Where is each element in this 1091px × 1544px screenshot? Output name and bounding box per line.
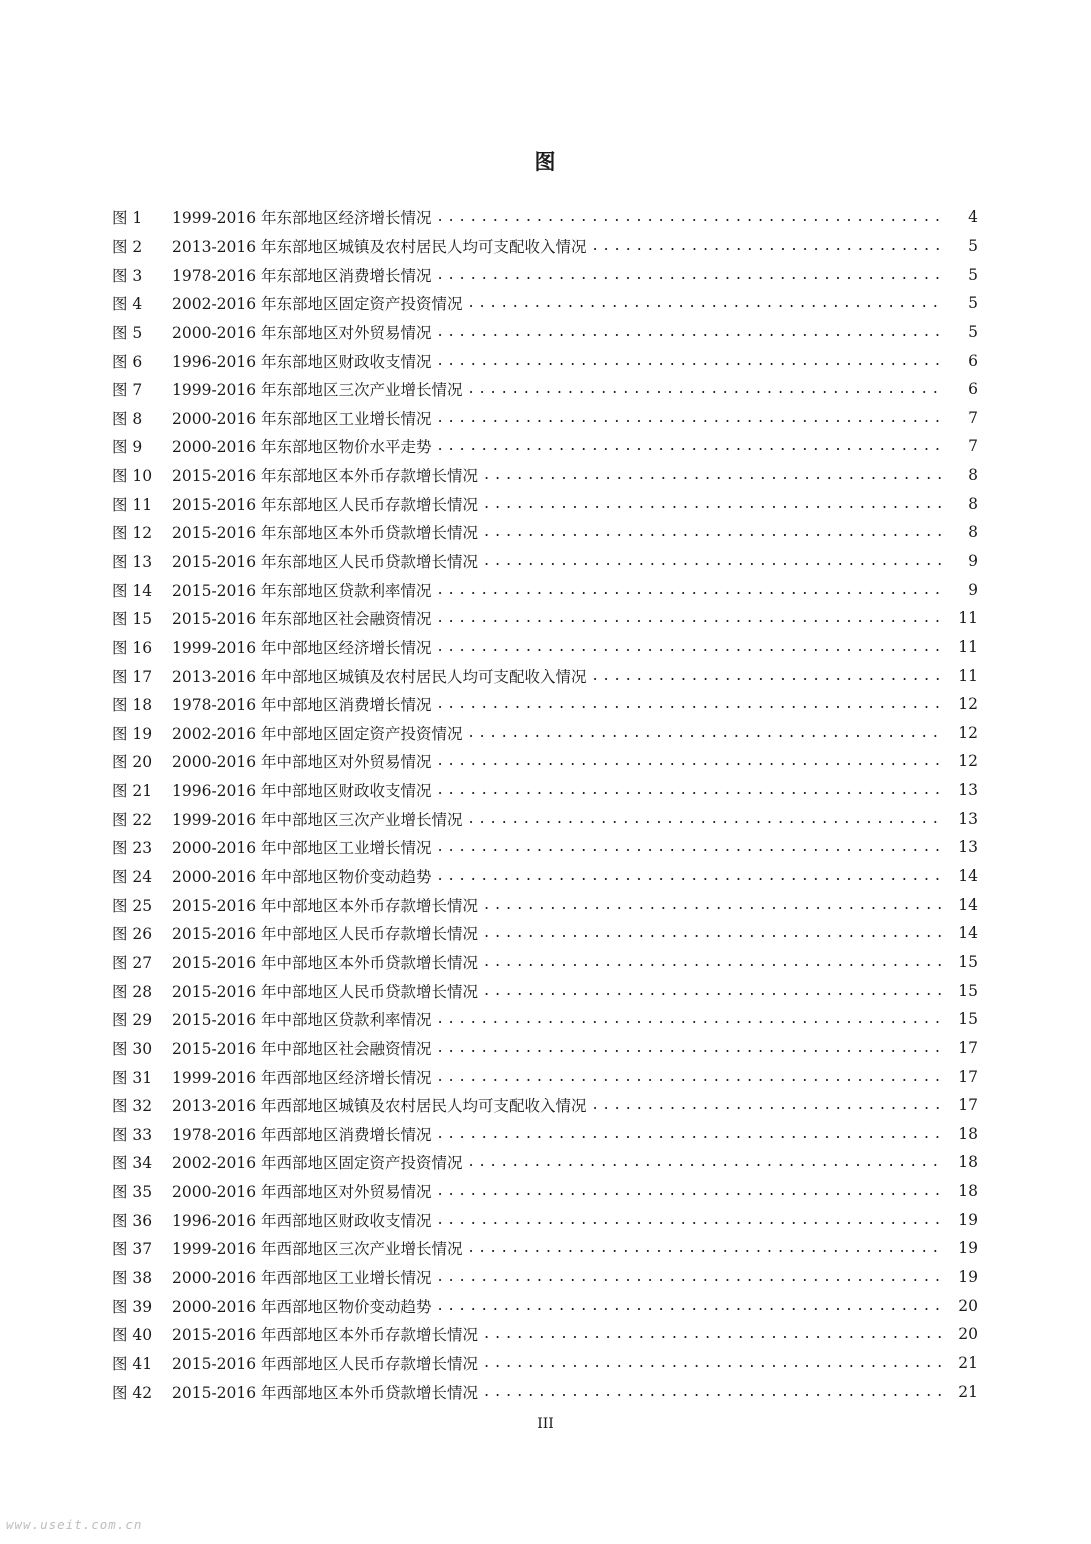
toc-entry[interactable]: [112, 804, 978, 833]
dot-leader: [484, 522, 942, 542]
dot-leader: [593, 1095, 942, 1115]
figure-title: 2015-2016 年东部地区人民币贷款增长情况: [172, 553, 479, 571]
dot-leader: [438, 1009, 942, 1029]
figure-page-number: 21: [958, 1382, 978, 1401]
figure-title: 2015-2016 年西部地区人民币存款增长情况: [172, 1354, 479, 1373]
dot-leader: [484, 465, 942, 485]
dot-leader: [438, 1181, 942, 1201]
figure-label: 图 29: [112, 1011, 153, 1030]
figure-label: 图 39: [112, 1297, 153, 1316]
dot-leader: [438, 1296, 942, 1316]
figure-title: 2013-2016 年中部地区城镇及农村居民人均可支配收入情况: [172, 667, 587, 686]
figure-title: 2015-2016 年中部地区本外币存款增长情况: [172, 896, 479, 915]
toc-entry[interactable]: [112, 747, 978, 776]
figure-title: 2013-2016 年西部地区城镇及农村居民人均可支配收入情况: [172, 1097, 587, 1116]
figure-label: 图 31: [112, 1068, 153, 1087]
figure-label: 图 12: [112, 524, 153, 543]
figure-title: 1999-2016 年东部地区三次产业增长情况: [172, 381, 463, 400]
dot-leader: [484, 1382, 942, 1402]
figure-page-number: 5: [968, 236, 978, 255]
dot-leader: [469, 293, 942, 313]
dot-leader: [438, 207, 942, 227]
toc-entry[interactable]: [112, 1377, 978, 1406]
toc-entry[interactable]: [112, 318, 978, 347]
toc-entry[interactable]: [112, 948, 978, 977]
toc-entry[interactable]: [112, 833, 978, 862]
figure-title: 2000-2016 年西部地区物价变动趋势: [172, 1297, 432, 1316]
figure-label: 图 8: [112, 409, 143, 428]
figure-title: 1996-2016 年西部地区财政收支情况: [172, 1211, 432, 1230]
figure-title: 2000-2016 年中部地区对外贸易情况: [172, 753, 432, 772]
toc-entry[interactable]: [112, 489, 978, 518]
figure-page-number: 9: [968, 580, 978, 599]
dot-leader: [469, 1152, 942, 1172]
figure-label: 图 36: [112, 1211, 153, 1230]
figure-page-number: 13: [958, 838, 978, 857]
figure-page-number: 19: [958, 1210, 978, 1229]
dot-leader: [593, 666, 942, 686]
figure-title: 1999-2016 年中部地区经济增长情况: [172, 638, 432, 657]
figure-title: 2015-2016 年中部地区本外币贷款增长情况: [172, 953, 479, 972]
toc-entry[interactable]: [112, 919, 978, 948]
figure-page-number: 21: [958, 1353, 978, 1372]
figure-title: 2002-2016 年东部地区固定资产投资情况: [172, 295, 463, 314]
figure-page-number: 20: [958, 1325, 978, 1344]
dot-leader: [484, 1353, 942, 1373]
figure-label: 图 21: [112, 782, 153, 801]
figure-label: 图 34: [112, 1154, 153, 1173]
figure-label: 图 9: [112, 438, 143, 457]
figure-page-number: 14: [958, 895, 978, 914]
toc-entry[interactable]: [112, 375, 978, 404]
figure-page-number: 17: [958, 1067, 978, 1086]
figure-title: 2015-2016 年东部地区本外币贷款增长情况: [172, 524, 479, 543]
dot-leader: [438, 637, 942, 657]
figure-title: 2013-2016 年东部地区城镇及农村居民人均可支配收入情况: [172, 237, 587, 256]
figure-title: 2015-2016 年中部地区社会融资情况: [172, 1039, 432, 1058]
dot-leader: [484, 981, 942, 1001]
figure-page-number: 15: [958, 981, 978, 1000]
figure-title: 2015-2016 年西部地区本外币存款增长情况: [172, 1326, 479, 1345]
dot-leader: [438, 351, 942, 371]
figure-label: 图 6: [112, 352, 143, 371]
figure-page-number: 18: [958, 1182, 978, 1201]
toc-entry[interactable]: [112, 1320, 978, 1349]
figure-page-number: 19: [958, 1239, 978, 1258]
figure-label: 图 41: [112, 1354, 153, 1373]
dot-leader: [438, 1210, 942, 1230]
dot-leader: [438, 322, 942, 342]
figure-title: 1978-2016 年中部地区消费增长情况: [172, 696, 432, 715]
figure-page-number: 11: [958, 637, 978, 656]
figure-page-number: 6: [968, 351, 978, 370]
toc-entry[interactable]: [112, 203, 978, 232]
figure-label: 图 33: [112, 1125, 153, 1144]
figure-page-number: 15: [958, 952, 978, 971]
figure-label: 图 37: [112, 1240, 153, 1259]
toc-entry[interactable]: [112, 776, 978, 805]
figure-label: 图 14: [112, 581, 153, 600]
toc-entry[interactable]: [112, 232, 978, 261]
figure-page-number: 12: [958, 723, 978, 742]
page-title: 图: [534, 149, 557, 174]
toc-entry[interactable]: [112, 633, 978, 662]
toc-entry[interactable]: [112, 1120, 978, 1149]
figure-label: 图 20: [112, 753, 153, 772]
figure-label: 图 40: [112, 1326, 153, 1345]
toc-entry[interactable]: [112, 432, 978, 461]
figure-title: 1999-2016 年西部地区三次产业增长情况: [172, 1240, 463, 1259]
figure-page-number: 13: [958, 809, 978, 828]
figure-page-number: 13: [958, 781, 978, 800]
figure-label: 图 27: [112, 953, 153, 972]
dot-leader: [438, 837, 942, 857]
figure-page-number: 19: [958, 1268, 978, 1287]
figure-page-number: 9: [968, 552, 978, 570]
figure-title: 2000-2016 年东部地区物价水平走势: [172, 438, 432, 457]
figure-page-number: 14: [958, 867, 978, 886]
dot-leader: [469, 379, 942, 399]
figure-title: 2000-2016 年中部地区物价变动趋势: [172, 868, 432, 887]
toc-entry[interactable]: [112, 1034, 978, 1063]
figure-title: 2015-2016 年东部地区人民币存款增长情况: [172, 495, 479, 514]
figure-label: 图 5: [112, 323, 143, 342]
figure-page-number: 15: [958, 1010, 978, 1029]
figure-page-number: 11: [958, 609, 978, 628]
figure-title: 1996-2016 年东部地区财政收支情况: [172, 352, 432, 371]
figure-page-number: 17: [958, 1038, 978, 1057]
dot-leader: [469, 723, 942, 743]
dot-leader: [484, 1324, 942, 1344]
figure-title: 2015-2016 年中部地区人民币贷款增长情况: [172, 982, 479, 1001]
dot-leader: [438, 694, 942, 714]
figure-page-number: 5: [968, 265, 978, 284]
figure-label: 图 23: [112, 839, 153, 858]
dot-leader: [438, 1124, 942, 1144]
figure-title: 2000-2016 年西部地区工业增长情况: [172, 1269, 432, 1288]
figure-label: 图 17: [112, 667, 153, 686]
figure-title: 2015-2016 年中部地区人民币存款增长情况: [172, 925, 479, 944]
figure-title: 1996-2016 年中部地区财政收支情况: [172, 782, 432, 801]
toc-entry[interactable]: [112, 575, 978, 604]
toc-entry[interactable]: [112, 518, 978, 547]
figure-label: 图 11: [112, 495, 153, 514]
toc-entry[interactable]: [112, 719, 978, 748]
toc-entry[interactable]: [112, 260, 978, 289]
figure-label: 图 2: [112, 237, 143, 256]
figure-title: 2015-2016 年东部地区贷款利率情况: [172, 581, 432, 600]
figure-page-number: 7: [968, 437, 978, 456]
toc-entry[interactable]: [112, 1062, 978, 1091]
dot-leader: [438, 580, 942, 600]
page-number: III: [537, 1416, 554, 1432]
toc-entry[interactable]: [112, 1349, 978, 1378]
figure-title: 2000-2016 年东部地区对外贸易情况: [172, 323, 432, 342]
figure-page-number: 14: [958, 924, 978, 943]
dot-leader: [438, 751, 942, 771]
figure-page-number: 8: [968, 494, 978, 513]
dot-leader: [438, 780, 942, 800]
dot-leader: [484, 551, 942, 571]
toc-entry[interactable]: [112, 1148, 978, 1177]
figure-label: 图 30: [112, 1039, 153, 1058]
dot-leader: [469, 809, 942, 829]
figure-label: 图 10: [112, 467, 153, 486]
figure-title: 2015-2016 年东部地区社会融资情况: [172, 610, 432, 629]
dot-leader: [593, 236, 942, 256]
figure-page-number: 5: [968, 294, 978, 313]
figure-label: 图 25: [112, 896, 153, 915]
figure-title: 1978-2016 年西部地区消费增长情况: [172, 1125, 432, 1144]
figure-label: 图 28: [112, 982, 153, 1001]
figure-page-number: 11: [958, 666, 978, 685]
toc-entry[interactable]: [112, 1005, 978, 1034]
figure-label: 图 3: [112, 266, 143, 285]
toc-entry[interactable]: [112, 690, 978, 719]
figure-page-number: 18: [958, 1124, 978, 1143]
toc-entry[interactable]: [112, 862, 978, 891]
toc-entry[interactable]: [112, 403, 978, 432]
toc-entry[interactable]: [112, 346, 978, 375]
figure-page-number: 7: [968, 408, 978, 427]
dot-leader: [484, 923, 942, 943]
figure-title: 2015-2016 年东部地区本外币存款增长情况: [172, 467, 479, 486]
figure-title: 1999-2016 年东部地区经济增长情况: [172, 209, 432, 228]
toc-entry[interactable]: [112, 1091, 978, 1120]
figure-page-number: 8: [968, 523, 978, 542]
dot-leader: [438, 1067, 942, 1087]
dot-leader: [438, 1038, 942, 1058]
dot-leader: [438, 866, 942, 886]
figure-label: 图 18: [112, 696, 153, 715]
watermark: www.useit.com.cn: [6, 1517, 143, 1532]
figure-page-number: 6: [968, 380, 978, 399]
figure-label: 图 19: [112, 724, 153, 743]
toc-entry[interactable]: [112, 461, 978, 490]
toc-entry[interactable]: [112, 1263, 978, 1292]
toc-entry[interactable]: [112, 661, 978, 690]
dot-leader: [484, 494, 942, 514]
figure-page-number: 8: [968, 466, 978, 485]
figure-label: 图 7: [112, 381, 143, 400]
figure-list: [112, 203, 978, 1406]
figure-label: 图 42: [112, 1383, 153, 1402]
figure-title: 2000-2016 年西部地区对外贸易情况: [172, 1183, 432, 1202]
toc-entry[interactable]: [112, 1205, 978, 1234]
figure-title: 2002-2016 年西部地区固定资产投资情况: [172, 1154, 463, 1173]
dot-leader: [484, 952, 942, 972]
figure-title: 2000-2016 年中部地区工业增长情况: [172, 839, 432, 858]
toc-entry[interactable]: [112, 289, 978, 318]
figure-label: 图 35: [112, 1183, 153, 1202]
toc-entry[interactable]: [112, 1234, 978, 1263]
figure-title: 2002-2016 年中部地区固定资产投资情况: [172, 724, 463, 743]
figure-title: 1978-2016 年东部地区消费增长情况: [172, 266, 432, 285]
figure-title: 2015-2016 年西部地区本外币贷款增长情况: [172, 1383, 479, 1402]
figure-label: 图 24: [112, 868, 153, 887]
figure-page-number: 18: [958, 1153, 978, 1172]
toc-entry[interactable]: [112, 547, 978, 576]
dot-leader: [438, 608, 942, 628]
toc-entry[interactable]: [112, 604, 978, 633]
figure-label: 图 15: [112, 610, 153, 629]
dot-leader: [438, 265, 942, 285]
toc-entry[interactable]: [112, 890, 978, 919]
figure-page-number: 4: [968, 208, 978, 227]
figure-page-number: 17: [958, 1096, 978, 1115]
toc-entry[interactable]: [112, 1291, 978, 1320]
figure-page-number: 5: [968, 322, 978, 341]
figure-page-number: 20: [958, 1296, 978, 1315]
figure-label: 图 13: [112, 553, 153, 571]
toc-entry[interactable]: [112, 976, 978, 1005]
figure-title: 1999-2016 年中部地区三次产业增长情况: [172, 810, 463, 829]
figure-page-number: 12: [958, 695, 978, 714]
figure-label: 图 1: [112, 209, 143, 228]
dot-leader: [469, 1238, 942, 1258]
figure-label: 图 38: [112, 1269, 153, 1288]
figure-label: 图 22: [112, 810, 153, 829]
toc-entry[interactable]: [112, 1177, 978, 1206]
figure-title: 1999-2016 年西部地区经济增长情况: [172, 1068, 432, 1087]
dot-leader: [484, 895, 942, 915]
figure-page-number: 12: [958, 752, 978, 771]
figure-label: 图 26: [112, 925, 153, 944]
dot-leader: [438, 408, 942, 428]
figure-label: 图 16: [112, 638, 153, 657]
figure-label: 图 4: [112, 295, 143, 314]
figure-title: 2015-2016 年中部地区贷款利率情况: [172, 1011, 432, 1030]
dot-leader: [438, 436, 942, 456]
figure-title: 2000-2016 年东部地区工业增长情况: [172, 409, 432, 428]
dot-leader: [438, 1267, 942, 1287]
figure-label: 图 32: [112, 1097, 153, 1116]
